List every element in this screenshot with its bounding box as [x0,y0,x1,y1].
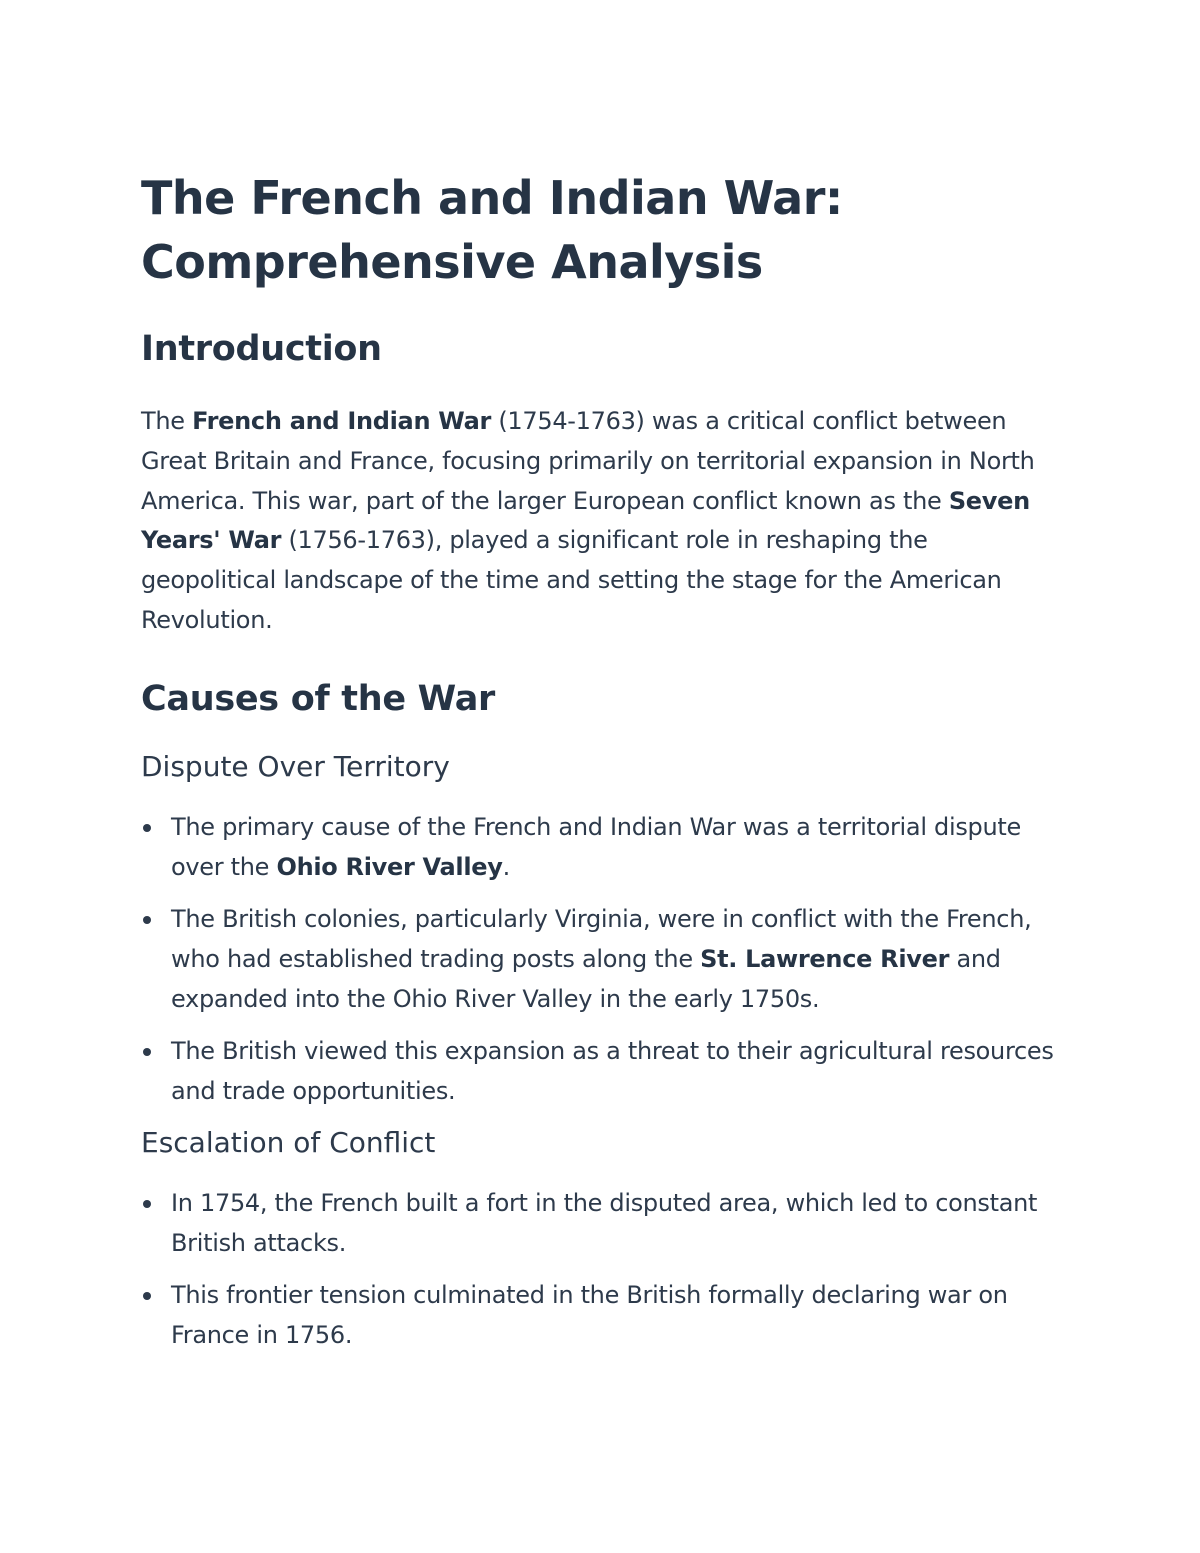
list-item [141,807,1061,887]
title-line-1: The French and Indian War: [141,171,843,225]
causes-heading: Causes of the War [141,678,495,719]
intro-text-2: (1754-1763) was a critical conflict between Great Britain and France, focusing primarily on territorial expansion in North America. This war, part of the larger European conflict known as the [141,407,1035,515]
bullet-icon [143,916,151,924]
title-line-2: Comprehensive Analysis [141,235,763,289]
list-item-text: In 1754, the French built a fort in the disputed area, which led to constant British attacks. [171,1188,1038,1257]
list-item-text: This frontier tension culminated in the British formally declaring war on France in 1756. [171,1280,1008,1349]
list-item-text: . [502,852,510,881]
introduction-paragraph [141,402,1061,641]
bullet-icon [143,824,151,832]
intro-text-3: (1756-1763), played a significant role in reshaping the geopolitical landscape of the time and setting the stage for the American Revolution. [141,526,1002,634]
dispute-list [141,807,1061,1111]
document-title [141,166,1061,294]
bullet-icon [143,1048,151,1056]
intro-bold-2: Seven Years' War [141,486,1030,555]
bullet-icon [143,1292,151,1300]
escalation-list [141,1183,1061,1355]
list-item [141,899,1061,1019]
list-item [141,1275,1061,1355]
list-item-bold: Ohio River Valley [276,852,503,881]
escalation-heading: Escalation of Conflict [141,1125,436,1159]
list-item-text: The British viewed this expansion as a threat to their agricultural resources and trade opportunities. [171,1036,1054,1105]
list-item-text: The primary cause of the French and Indian War was a territorial dispute over the [171,812,1021,881]
list-item [141,1031,1061,1111]
bullet-icon [143,1200,151,1208]
document-page [141,166,1061,1367]
introduction-heading: Introduction [141,329,382,369]
intro-bold-1: French and Indian War [192,407,492,435]
list-item [141,1183,1061,1263]
intro-text-1: The [141,407,193,435]
list-item-bold: St. Lawrence River [700,944,950,973]
dispute-heading: Dispute Over Territory [141,749,450,783]
list-item-text: and expanded into the Ohio River Valley in the early 1750s. [171,944,1001,1013]
list-item-text: The British colonies, particularly Virginia, were in conflict with the French, who had established trading posts along the [171,904,1032,973]
